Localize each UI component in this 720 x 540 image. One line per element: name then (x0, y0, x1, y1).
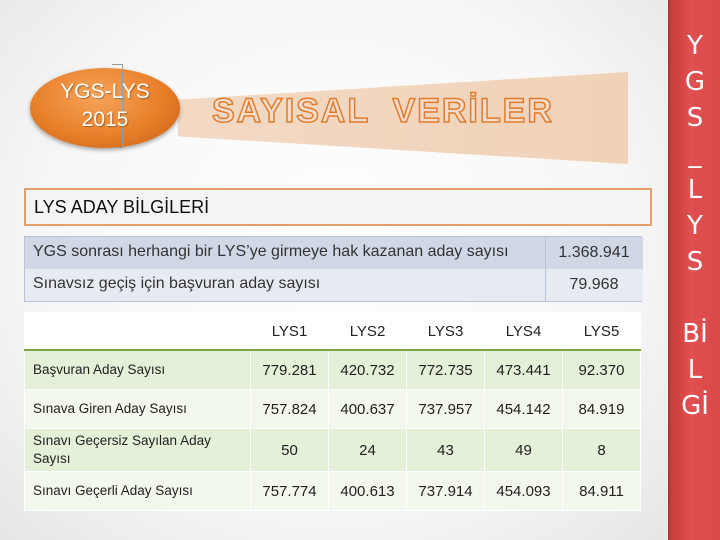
table-cell: 737.914 (407, 472, 485, 511)
row-label: Başvuran Aday Sayısı (25, 350, 251, 390)
page-title: SAYISAL VERİLER (212, 92, 554, 130)
column-header: LYS3 (407, 313, 485, 351)
table-cell: 84.911 (563, 472, 641, 511)
table-cell: 454.093 (485, 472, 563, 511)
summary-value: 79.968 (545, 269, 642, 301)
table-header-row (25, 313, 641, 351)
column-header: LYS5 (563, 313, 641, 351)
table-cell: 757.774 (251, 472, 329, 511)
summary-table (24, 236, 642, 302)
table-cell: 92.370 (563, 350, 641, 390)
summary-row (25, 237, 643, 269)
table-cell: 420.732 (329, 350, 407, 390)
summary-label: YGS sonrası herhangi bir LYS’ye girmeye hak kazanan aday sayısı (33, 243, 509, 260)
table-cell: 779.281 (251, 350, 329, 390)
table-cell: 400.613 (329, 472, 407, 511)
row-label: Sınavı Geçerli Aday Sayısı (25, 472, 251, 511)
column-header: LYS4 (485, 313, 563, 351)
table-cell: 24 (329, 429, 407, 472)
summary-value: 1.368.941 (545, 237, 642, 269)
table-row (25, 472, 641, 511)
column-header: LYS1 (251, 313, 329, 351)
side-banner-text: Y G S _ L Y S Bİ L Gİ (681, 31, 709, 421)
table-cell: 8 (563, 429, 641, 472)
table-cell: 49 (485, 429, 563, 472)
table-cell: 400.637 (329, 390, 407, 429)
column-header: LYS2 (329, 313, 407, 351)
table-cell: 50 (251, 429, 329, 472)
table-cell: 473.441 (485, 350, 563, 390)
lys-data-table (24, 312, 640, 510)
table-row (25, 429, 641, 472)
badge-line-1: YGS-LYS (60, 80, 150, 103)
badge-line-2: 2015 (81, 108, 129, 131)
table-cell: 43 (407, 429, 485, 472)
table-cell: 757.824 (251, 390, 329, 429)
row-label: Sınava Giren Aday Sayısı (25, 390, 251, 429)
table-row (25, 350, 641, 390)
summary-row (25, 269, 643, 301)
table-row (25, 390, 641, 429)
summary-label: Sınavsız geçiş için başvuran aday sayısı (33, 275, 321, 292)
table-cell: 454.142 (485, 390, 563, 429)
table-corner-cell (25, 313, 251, 351)
section-title: LYS ADAY BİLGİLERİ (34, 197, 210, 217)
row-label: Sınavı Geçersiz Sayılan Aday Sayısı (25, 429, 251, 472)
table-cell: 737.957 (407, 390, 485, 429)
year-badge-text (30, 78, 180, 134)
table-cell: 772.735 (407, 350, 485, 390)
table-cell: 84.919 (563, 390, 641, 429)
